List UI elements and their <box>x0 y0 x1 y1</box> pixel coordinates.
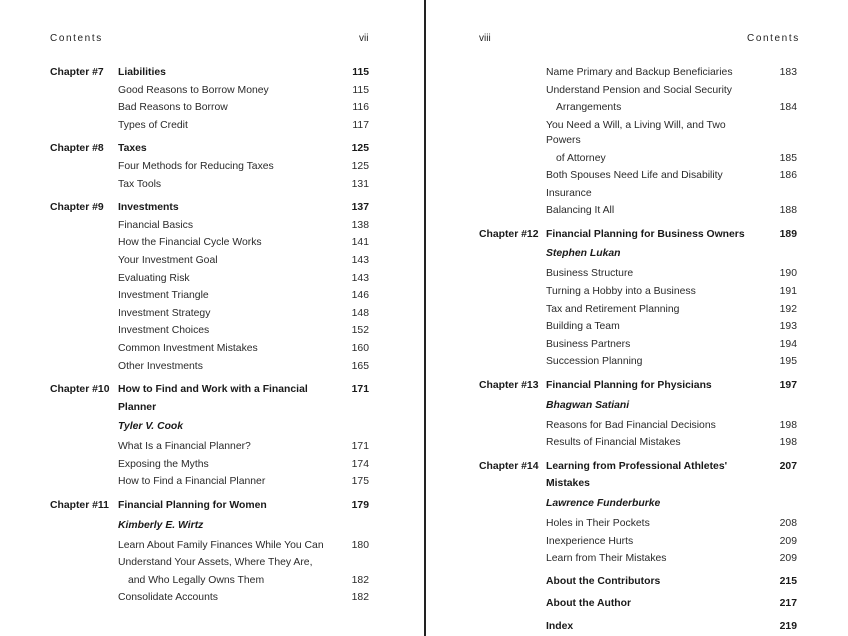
toc-section-entry[interactable] <box>479 301 797 319</box>
entry-title: Turning a Hobby into a Business <box>546 286 696 298</box>
entry-title-continued: and Who Legally Owns Them <box>128 574 265 586</box>
author-name: Kimberly E. Wirtz <box>118 519 204 531</box>
entry-page-number: 188 <box>779 205 797 217</box>
entry-title: Bad Reasons to Borrow <box>118 102 228 114</box>
toc-chapter-author <box>479 243 797 265</box>
entry-page-number: 180 <box>351 539 369 551</box>
entry-title: Building a Team <box>546 321 620 333</box>
toc-section-entry[interactable] <box>50 340 369 358</box>
entry-title: Learn About Family Finances While You Can <box>118 539 324 551</box>
entry-title: Financial Planning for Women <box>118 500 267 512</box>
toc-chapter-entry[interactable] <box>479 458 797 493</box>
toc-chapter-author <box>50 515 369 537</box>
entry-page-number: 182 <box>351 574 369 586</box>
entry-title: Tax Tools <box>118 178 162 190</box>
entry-page-number: 191 <box>779 286 797 298</box>
entry-page-number: 175 <box>351 476 369 488</box>
toc-section-entry[interactable] <box>479 64 797 82</box>
entry-title: Results of Financial Mistakes <box>546 437 681 449</box>
entry-title: How to Find a Financial Planner <box>118 476 266 488</box>
entry-title: Your Investment Goal <box>118 254 218 266</box>
entry-title: Business Structure <box>546 268 634 280</box>
entry-page-number: 143 <box>351 254 369 266</box>
entry-title: Financial Planning for Business Owners <box>546 228 745 240</box>
toc-chapter-entry[interactable] <box>479 377 797 395</box>
entry-title: Reasons for Bad Financial Decisions <box>546 419 716 431</box>
entry-title: You Need a Will, a Living Will, and Two Powers <box>546 119 726 147</box>
toc-section-entry[interactable] <box>50 252 369 270</box>
entry-page-number: 165 <box>351 360 369 372</box>
chapter-number: Chapter #14 <box>479 460 539 472</box>
author-name: Lawrence Funderburke <box>546 498 661 509</box>
toc-chapter-author <box>50 416 369 438</box>
toc-section-entry[interactable] <box>50 456 369 474</box>
entry-title: Investment Strategy <box>118 307 211 319</box>
entry-title: How to Find and Work with a Financial Planner <box>118 384 308 413</box>
entry-page-number: 198 <box>779 419 797 431</box>
entry-page-number: 131 <box>351 178 369 190</box>
running-head: Contents <box>747 33 800 44</box>
toc-section-entry[interactable] <box>50 287 369 305</box>
toc-section-entry[interactable] <box>479 82 797 117</box>
toc-section-entry[interactable] <box>479 265 797 283</box>
entry-title: Business Partners <box>546 338 631 350</box>
entry-title: Inexperience Hurts <box>546 535 634 547</box>
entry-title: Exposing the Myths <box>118 458 209 470</box>
toc-section-entry[interactable] <box>50 270 369 288</box>
toc-list <box>479 64 797 636</box>
entry-page-number: 116 <box>352 102 369 114</box>
entry-page-number: 143 <box>351 272 369 284</box>
toc-backmatter-entry[interactable] <box>479 573 797 591</box>
entry-title: Investment Triangle <box>118 290 209 302</box>
entry-title: Tax and Retirement Planning <box>546 303 680 315</box>
entry-title: Both Spouses Need Life and Disability Insurance <box>546 170 723 199</box>
entry-title: Understand Pension and Social Security <box>546 84 732 96</box>
entry-page-number: 186 <box>779 170 797 182</box>
entry-title: Understand Your Assets, Where They Are, <box>118 557 313 569</box>
entry-title: About the Author <box>546 598 632 610</box>
toc-section-entry[interactable] <box>50 117 369 135</box>
entry-page-number: 215 <box>779 575 797 587</box>
entry-page-number: 183 <box>779 67 797 78</box>
entry-title: Taxes <box>118 143 147 155</box>
entry-title: Evaluating Risk <box>118 272 190 284</box>
entry-title: Succession Planning <box>546 356 643 368</box>
page-number: vii <box>359 33 369 44</box>
entry-page-number: 189 <box>779 228 797 240</box>
entry-title: Index <box>546 620 574 632</box>
chapter-number: Chapter #7 <box>50 67 104 78</box>
toc-section-entry[interactable] <box>479 202 797 220</box>
entry-title: How the Financial Cycle Works <box>118 237 262 249</box>
entry-page-number: 197 <box>779 380 797 392</box>
toc-section-entry[interactable] <box>50 473 369 491</box>
toc-chapter-entry[interactable] <box>50 497 369 515</box>
toc-chapter-author <box>479 493 797 515</box>
toc-list <box>50 64 369 607</box>
toc-section-entry[interactable] <box>50 82 369 100</box>
toc-section-entry[interactable] <box>50 537 369 555</box>
entry-page-number: 190 <box>779 268 797 280</box>
entry-title: Four Methods for Reducing Taxes <box>118 160 274 172</box>
chapter-number: Chapter #8 <box>50 143 104 155</box>
entry-page-number: 194 <box>779 338 797 350</box>
toc-section-entry[interactable] <box>50 234 369 252</box>
toc-chapter-entry[interactable] <box>50 64 369 82</box>
entry-title: Types of Credit <box>118 119 188 131</box>
entry-page-number: 171 <box>351 441 369 453</box>
toc-section-entry[interactable] <box>479 318 797 336</box>
toc-section-entry[interactable] <box>479 353 797 371</box>
toc-section-entry[interactable] <box>479 167 797 202</box>
toc-chapter-author <box>479 395 797 417</box>
entry-page-number: 209 <box>779 553 797 565</box>
chapter-number: Chapter #13 <box>479 380 539 392</box>
entry-page-number: 184 <box>779 102 797 114</box>
toc-section-entry[interactable] <box>50 176 369 194</box>
toc-section-entry[interactable] <box>50 554 369 589</box>
entry-page-number: 207 <box>779 460 797 472</box>
entry-page-number: 192 <box>779 303 797 315</box>
entry-title: Consolidate Accounts <box>118 592 218 604</box>
entry-title-continued: of Attorney <box>556 152 606 164</box>
entry-title-continued: Arrangements <box>556 102 622 114</box>
right-page <box>426 0 848 636</box>
toc-section-entry[interactable] <box>479 283 797 301</box>
toc-section-entry[interactable] <box>479 533 797 551</box>
page-number: viii <box>479 33 491 44</box>
entry-title: Other Investments <box>118 360 203 372</box>
entry-page-number: 160 <box>351 342 369 354</box>
entry-page-number: 115 <box>352 84 369 96</box>
entry-page-number: 219 <box>779 620 797 632</box>
entry-page-number: 217 <box>779 598 797 610</box>
toc-chapter-entry[interactable] <box>50 381 369 416</box>
toc-section-entry[interactable] <box>50 305 369 323</box>
entry-title: What Is a Financial Planner? <box>118 441 251 453</box>
toc-chapter-entry[interactable] <box>479 226 797 244</box>
toc-section-entry[interactable] <box>50 99 369 117</box>
entry-page-number: 141 <box>351 237 369 249</box>
entry-title: Investment Choices <box>118 325 210 337</box>
entry-title: Balancing It All <box>546 205 615 217</box>
entry-page-number: 125 <box>351 143 369 155</box>
entry-title: Financial Planning for Physicians <box>546 380 712 392</box>
running-head: Contents <box>50 33 103 44</box>
entry-page-number: 115 <box>352 67 369 78</box>
toc-section-entry[interactable] <box>479 417 797 435</box>
chapter-number: Chapter #12 <box>479 228 539 240</box>
entry-title: Good Reasons to Borrow Money <box>118 84 269 96</box>
entry-page-number: 193 <box>779 321 797 333</box>
chapter-number: Chapter #11 <box>50 500 109 512</box>
toc-section-entry[interactable] <box>50 589 369 607</box>
toc-backmatter-entry[interactable] <box>479 595 797 613</box>
toc-chapter-entry[interactable] <box>50 140 369 158</box>
entry-page-number: 146 <box>351 290 369 302</box>
entry-page-number: 137 <box>351 202 369 214</box>
toc-section-entry[interactable] <box>50 322 369 340</box>
entry-page-number: 174 <box>351 458 369 470</box>
entry-title: Liabilities <box>118 67 166 78</box>
toc-section-entry[interactable] <box>479 550 797 568</box>
entry-title: Investments <box>118 202 179 214</box>
toc-section-entry[interactable] <box>50 438 369 456</box>
entry-page-number: 152 <box>351 325 369 337</box>
entry-title: Name Primary and Backup Beneficiaries <box>546 67 733 78</box>
entry-title: About the Contributors <box>546 575 661 587</box>
entry-title: Financial Basics <box>118 219 194 231</box>
entry-title: Learning from Professional Athletes' Mistakes <box>546 460 728 490</box>
entry-page-number: 179 <box>351 500 369 512</box>
toc-backmatter-entry[interactable] <box>479 618 797 636</box>
entry-title: Learn from Their Mistakes <box>546 553 667 565</box>
entry-page-number: 138 <box>351 219 369 231</box>
entry-page-number: 209 <box>779 535 797 547</box>
entry-title: Common Investment Mistakes <box>118 342 258 354</box>
toc-section-entry[interactable] <box>50 217 369 235</box>
chapter-number: Chapter #10 <box>50 384 110 396</box>
author-name: Tyler V. Cook <box>118 421 184 433</box>
entry-page-number: 195 <box>779 356 797 368</box>
toc-section-entry[interactable] <box>50 358 369 376</box>
toc-section-entry[interactable] <box>479 336 797 354</box>
toc-section-entry[interactable] <box>479 117 797 168</box>
entry-title: Holes in Their Pockets <box>546 518 650 529</box>
toc-section-entry[interactable] <box>479 434 797 452</box>
toc-chapter-entry[interactable] <box>50 199 369 217</box>
entry-page-number: 198 <box>779 437 797 449</box>
entry-page-number: 171 <box>351 384 369 396</box>
entry-page-number: 208 <box>779 518 797 529</box>
entry-page-number: 185 <box>779 152 797 164</box>
entry-page-number: 117 <box>352 119 369 131</box>
chapter-number: Chapter #9 <box>50 202 104 214</box>
entry-page-number: 182 <box>351 592 369 604</box>
entry-page-number: 125 <box>351 160 369 172</box>
author-name: Stephen Lukan <box>546 248 621 260</box>
toc-section-entry[interactable] <box>50 158 369 176</box>
author-name: Bhagwan Satiani <box>546 399 630 411</box>
entry-page-number: 148 <box>351 307 369 319</box>
toc-section-entry[interactable] <box>479 515 797 533</box>
